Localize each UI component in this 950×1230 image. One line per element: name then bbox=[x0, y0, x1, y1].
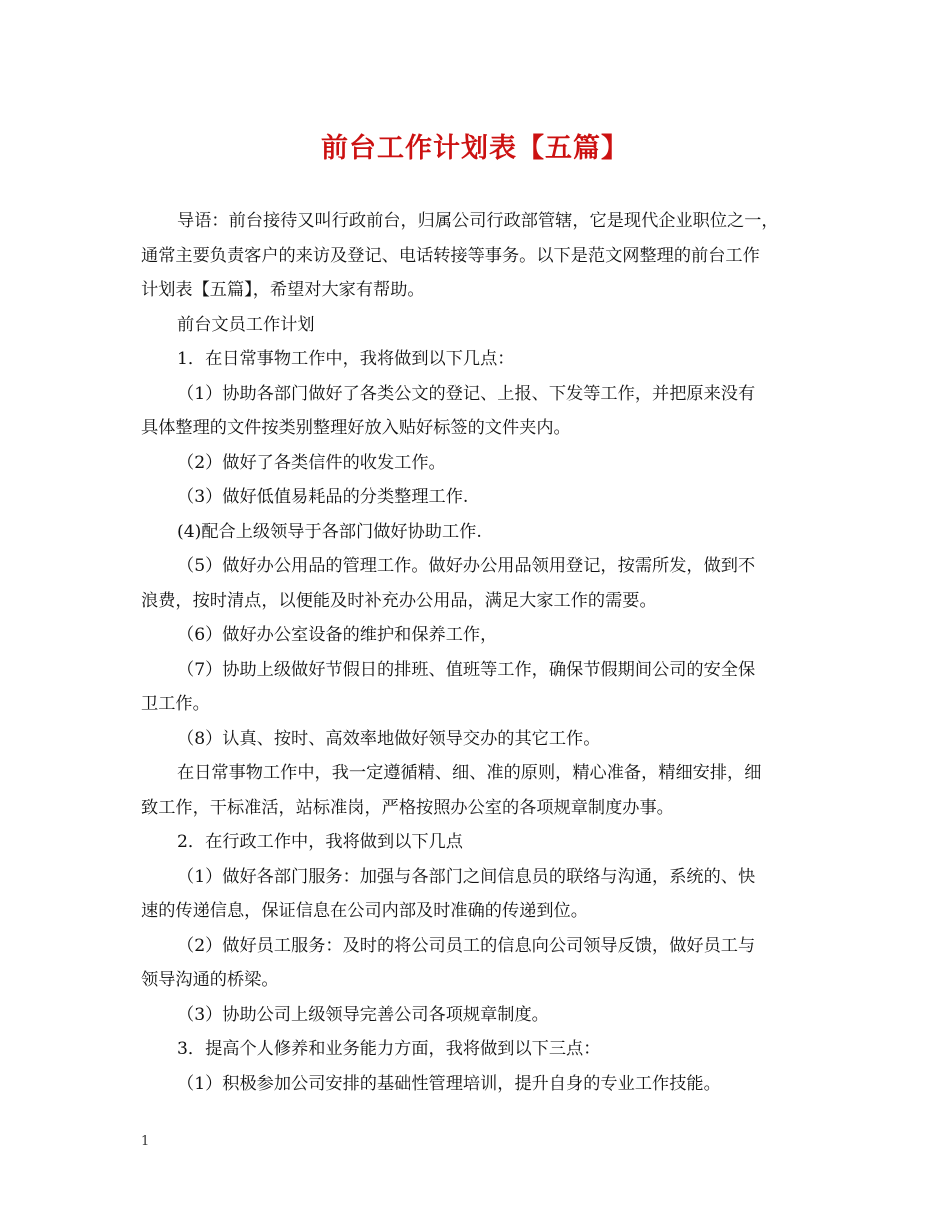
paragraph-line: （8）认真、按时、高效率地做好领导交办的其它工作。 bbox=[177, 728, 601, 749]
paragraph-line: （3）做好低值易耗品的分类整理工作. bbox=[177, 487, 469, 507]
paragraph-line: 卫工作。 bbox=[141, 694, 210, 714]
paragraph-line: （1）协助各部门做好了各类公文的登记、上报、下发等工作，并把原来没有 bbox=[177, 383, 756, 404]
paragraph-line: （7）协助上级做好节假日的排班、值班等工作，确保节假期间公司的安全保 bbox=[177, 659, 756, 680]
paragraph-line: 具体整理的文件按类别整理好放入贴好标签的文件夹内。 bbox=[141, 418, 571, 438]
paragraph-line: 导语：前台接待又叫行政前台，归属公司行政部管辖，它是现代企业职位之一， bbox=[177, 211, 779, 231]
paragraph-line: （3）协助公司上级领导完善公司各项规章制度。 bbox=[177, 1004, 549, 1025]
paragraph-line: 2．在行政工作中，我将做到以下几点 bbox=[177, 832, 463, 852]
paragraph-line: 在日常事物工作中，我一定遵循精、细、准的原则，精心准备，精细安排，细 bbox=[177, 763, 762, 783]
paragraph-line: 领导沟通的桥梁。 bbox=[141, 970, 279, 990]
paragraph-line: 浪费，按时清点，以便能及时补充办公用品，满足大家工作的需要。 bbox=[141, 590, 657, 611]
paragraph-line: 致工作，干标准活，站标准岗，严格按照办公室的各项规章制度办事。 bbox=[141, 797, 674, 818]
paragraph-line: （2）做好了各类信件的收发工作。 bbox=[177, 452, 446, 473]
paragraph-line: （1）积极参加公司安排的基础性管理培训，提升自身的专业工作技能。 bbox=[177, 1073, 721, 1094]
paragraph-line: （2）做好员工服务：及时的将公司员工的信息向公司领导反馈，做好员工与 bbox=[177, 935, 756, 956]
paragraph-line: (4)配合上级领导于各部门做好协助工作. bbox=[177, 521, 482, 542]
paragraph-line: 计划表【五篇】，希望对大家有帮助。 bbox=[141, 280, 425, 300]
paragraph-line: （1）做好各部门服务：加强与各部门之间信息员的联络与沟通，系统的、快 bbox=[177, 866, 756, 887]
paragraph-line: 前台文员工作计划 bbox=[177, 314, 315, 335]
document-title: 前台工作计划表【五篇】 bbox=[321, 133, 629, 164]
paragraph-line: 速的传递信息，保证信息在公司内部及时准确的传递到位。 bbox=[141, 901, 588, 921]
paragraph-line: 通常主要负责客户的来访及登记、电话转接等事务。以下是范文网整理的前台工作 bbox=[141, 245, 760, 266]
document-body bbox=[141, 204, 821, 1101]
page-number: 1 bbox=[141, 1134, 150, 1149]
paragraph-line: 1．在日常事物工作中，我将做到以下几点： bbox=[177, 349, 515, 369]
paragraph-line: （6）做好办公室设备的维护和保养工作， bbox=[177, 625, 498, 645]
paragraph-line: （5）做好办公用品的管理工作。做好办公用品领用登记，按需所发，做到不 bbox=[177, 556, 756, 576]
paragraph-line: 3．提高个人修养和业务能力方面，我将做到以下三点： bbox=[177, 1039, 601, 1059]
